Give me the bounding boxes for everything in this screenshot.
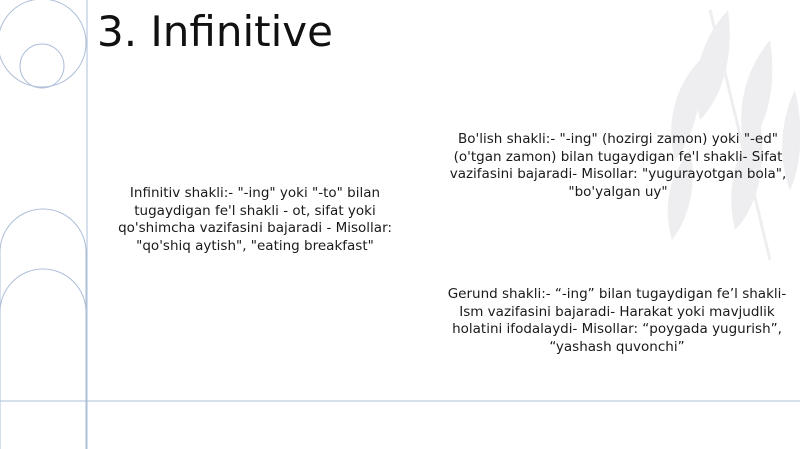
participle-description: Bo'lish shakli:- "-ing" (hozirgi zamon) yoki "-ed" (o'tgan zamon) bilan tugaydigan fe'l shakli- Sifat vazifasini bajaradi- Misollar: "yugurayotgan bola", "bo'yalgan uy" <box>449 131 787 200</box>
outline-circle-small <box>20 44 64 88</box>
infinitive-description: Infinitiv shakli:- "-ing" yoki "-to" bilan tugaydigan fe'l shakli - ot, sifat yoki qo'shimcha vazifasini bajaradi - Misollar: "qo'shiq aytish", "eating breakfast" <box>118 185 392 254</box>
outline-arch-upper <box>0 209 86 449</box>
outline-arch-lower <box>0 269 86 449</box>
gerund-description: Gerund shakli:- “-ing” bilan tugaydigan fe’l shakli- Ism vazifasini bajaradi- Harakat yoki mavjudlik holatini ifodalaydi- Misollar: “poygada yugurish”, “yashash quvonchi” <box>447 286 787 355</box>
slide-title: 3. Infinitive <box>97 7 334 56</box>
outline-circle-large <box>0 0 86 87</box>
